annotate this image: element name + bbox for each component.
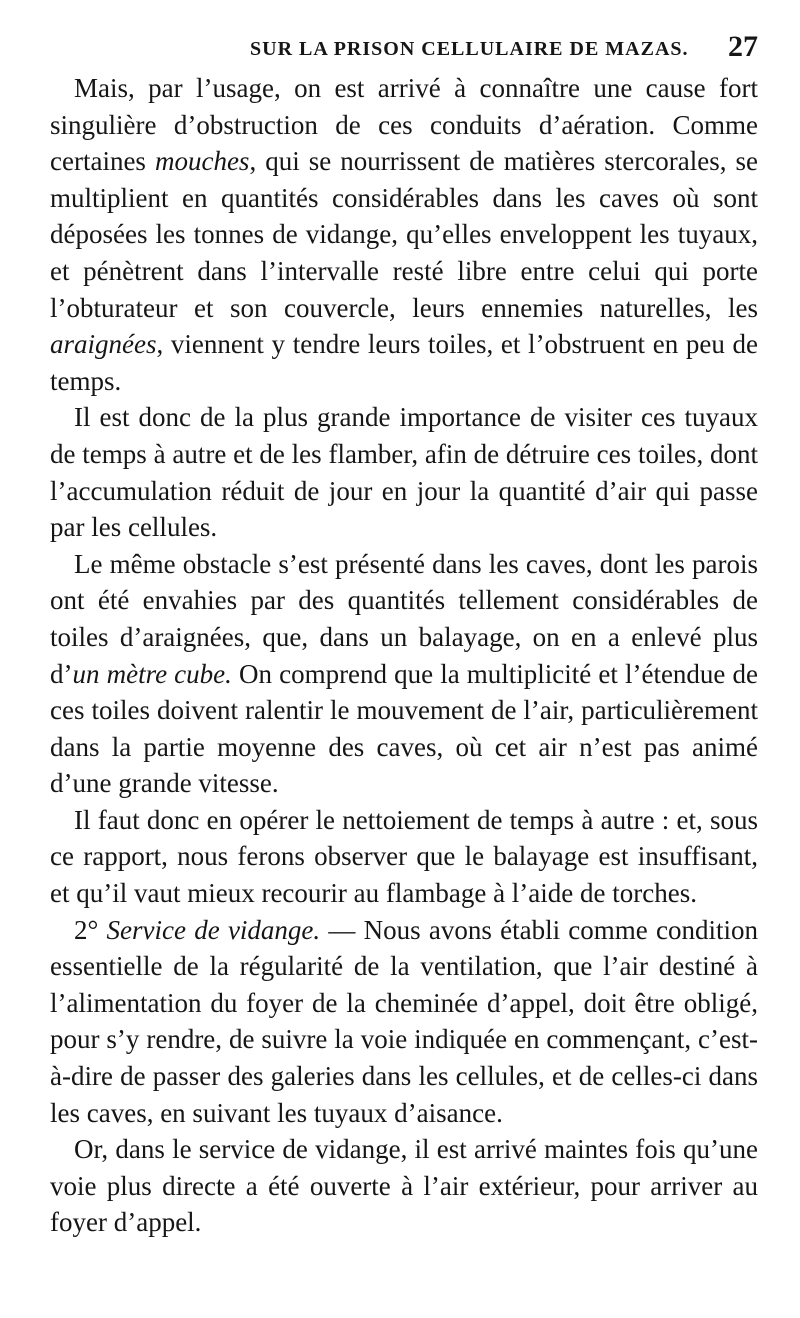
paragraph-5-text: — Nous avons établi comme condition essentielle de la régularité de la ventilation, que l’air destiné à l’alimentation du foyer de la cheminée d’appel, doit être obligé, pour s’y rendre, de suivre la voie indiquée en commençant, c’est-à-dire de passer des galeries dans les cellules, et de celles-ci dans les caves, en suivant les tuyaux d’aisance. bbox=[50, 914, 758, 1128]
running-title: SUR LA PRISON CELLULAIRE DE MAZAS. bbox=[250, 38, 689, 60]
paragraph-3-italic: un mètre cube. bbox=[72, 658, 232, 689]
section-number: 2° bbox=[74, 914, 99, 945]
paragraph-1-text-c: , viennent y tendre leurs toiles, et l’obstruent en peu de temps. bbox=[50, 329, 758, 396]
paragraph-3-text-a: Le même obstacle s’est présenté dans les caves, dont les parois ont été envahies par des quantités tellement considérables de toiles d’araignées, que, dans un balayage, on en a enlevé plus d’ bbox=[50, 548, 758, 689]
paragraph-1-text-b: , qui se nourrissent de matières stercorales, se multiplient en quantités considérables dans les caves où sont déposées les tonnes de vidange, qu’elles enveloppent les tuyaux, et pénètrent dans l’intervalle resté libre entre celui qui porte l’obturateur et son couvercle, leurs ennemies naturelles, les bbox=[50, 146, 758, 323]
body-text bbox=[50, 70, 758, 1241]
paragraph-6: Or, dans le service de vidange, il est arrivé maintes fois qu’une voie plus directe a été ouverte à l’air extérieur, pour arriver au foyer d’appel. bbox=[50, 1134, 758, 1238]
paragraph-1 bbox=[50, 70, 758, 399]
page-header bbox=[50, 0, 758, 70]
paragraph-1-italic-araignees: araignées bbox=[50, 329, 157, 360]
paragraph-4: Il faut donc en opérer le nettoiement de temps à autre : et, sous ce rapport, nous ferons observer que le balayage est insuffisant, et qu’il vaut mieux recourir au flambage à l’aide de torches. bbox=[50, 804, 758, 909]
paragraph-5 bbox=[50, 912, 758, 1132]
section-title: Service de vidange. bbox=[106, 914, 321, 945]
paragraph-3 bbox=[50, 546, 758, 802]
paragraph-1-italic-mouches: mouches bbox=[154, 146, 250, 177]
paragraph-2: Il est donc de la plus grande importance de visiter ces tuyaux de temps à autre et de les flamber, afin de détruire ces toiles, dont l’accumulation réduit de jour en jour la quantité d’air qui passe par les cellules. bbox=[50, 402, 758, 543]
page-number: 27 bbox=[728, 30, 758, 63]
paragraph-3-text-b: On comprend que la multiplicité et l’étendue de ces toiles doivent ralentir le mouvement de l’air, particulièrement dans la partie moyenne des caves, où cet air n’est pas animé d’une grande vitesse. bbox=[50, 658, 758, 799]
paragraph-1-text-a: Mais, par l’usage, on est arrivé à connaître une cause fort singulière d’obstruction de ces conduits d’aération. Comme certaines bbox=[50, 73, 758, 177]
